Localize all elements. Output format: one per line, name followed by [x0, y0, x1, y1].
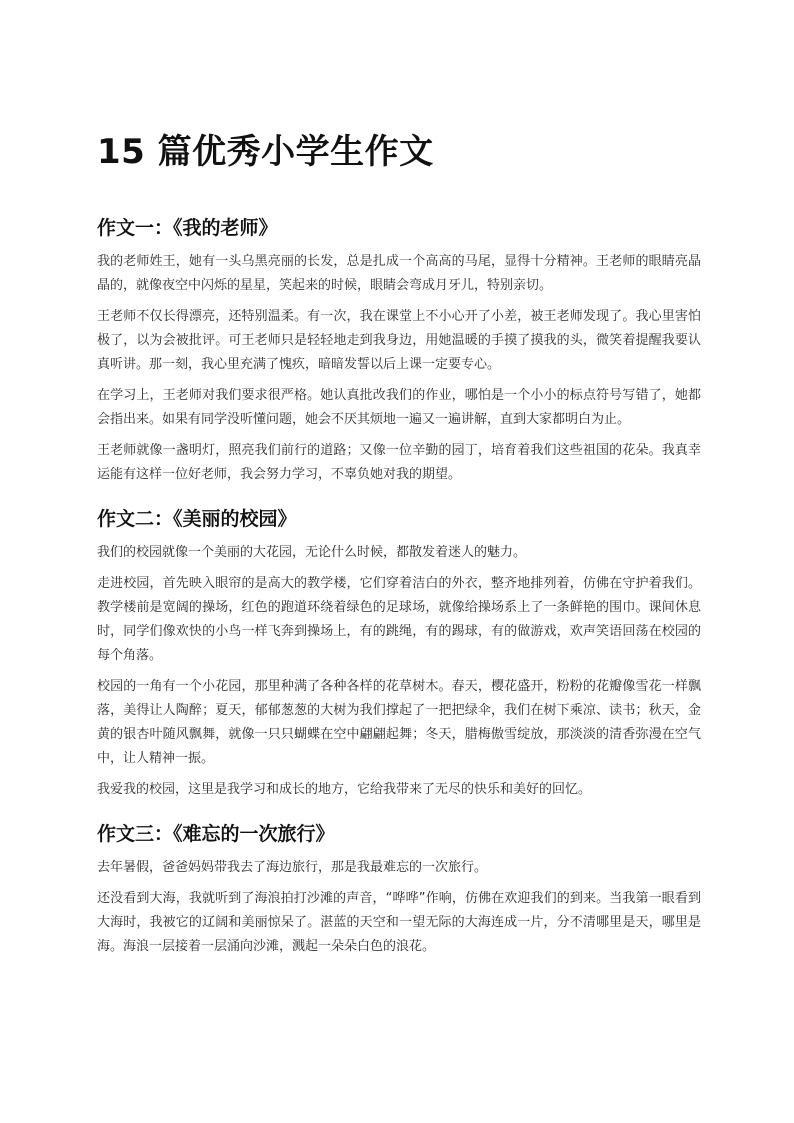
essay-paragraph: 还没看到大海，我就听到了海浪拍打沙滩的声音，“哗哗”作响，仿佛在欢迎我们的到来。当我第一眼看到大海时，我被它的辽阔和美丽惊呆了。湛蓝的天空和一望无际的大海连成一片，分不清哪里是天，哪里是海。海浪一层接着一层涌向沙滩，溅起一朵朵白色的浪花。 [97, 891, 701, 954]
essay-paragraph: 王老师就像一盏明灯，照亮我们前行的道路；又像一位辛勤的园丁，培育着我们这些祖国的花朵。我真幸运能有这样一位好老师，我会努力学习，不辜负她对我的期望。 [97, 443, 701, 482]
essay-title: 作文三：《难忘的一次旅行》 [97, 823, 335, 845]
essay-title: 作文一：《我的老师》 [97, 217, 278, 239]
essay-body [97, 541, 701, 802]
essay-paragraph: 去年暑假，爸爸妈妈带我去了海边旅行，那是我最难忘的一次旅行。 [97, 860, 488, 875]
essay-section [97, 213, 701, 487]
essay-paragraph: 我们的校园就像一个美丽的大花园，无论什么时候，都散发着迷人的魅力。 [97, 545, 527, 560]
essay-body [97, 856, 701, 959]
essay-section [97, 504, 701, 802]
essay-section [97, 819, 701, 959]
essay-paragraph: 我的老师姓王，她有一头乌黑亮丽的长发，总是扎成一个高高的马尾，显得十分精神。王老师的眼睛亮晶晶的，就像夜空中闪烁的星星，笑起来的时候，眼睛会弯成月牙儿，特别亲切。 [97, 254, 701, 293]
essay-paragraph: 走进校园，首先映入眼帘的是高大的教学楼，它们穿着洁白的外衣，整齐地排列着，仿佛在守护着我们。教学楼前是宽阔的操场，红色的跑道环绕着绿色的足球场，就像给操场系上了一条鲜艳的围巾。课间休息时，同学们像欢快的小鸟一样飞奔到操场上，有的跳绳，有的踢球，有的做游戏，欢声笑语回荡在校园的每个角落。 [97, 576, 701, 663]
essay-paragraph: 王老师不仅长得漂亮，还特别温柔。有一次，我在课堂上不小心开了小差，被王老师发现了。我心里害怕极了，以为会被批评。可王老师只是轻轻地走到我身边，用她温暖的手摸了摸我的头，微笑着提醒我要认真听讲。那一刻，我心里充满了愧疚，暗暗发誓以后上课一定要专心。 [97, 309, 701, 372]
document-title: 15 篇优秀小学生作文 [97, 132, 434, 172]
essay-paragraph: 校园的一角有一个小花园，那里种满了各种各样的花草树木。春天，樱花盛开，粉粉的花瓣像雪花一样飘落，美得让人陶醉；夏天，郁郁葱葱的大树为我们撑起了一把把绿伞，我们在树下乘凉、读书；秋天，金黄的银杏叶随风飘舞，就像一只只蝴蝶在空中翩翩起舞；冬天，腊梅傲雪绽放，那淡淡的清香弥漫在空气中，让人精神一振。 [97, 679, 701, 766]
essay-body [97, 250, 701, 487]
essay-paragraph: 在学习上，王老师对我们要求很严格。她认真批改我们的作业，哪怕是一个小小的标点符号写错了，她都会指出来。如果有同学没听懂问题，她会不厌其烦地一遍又一遍讲解，直到大家都明白为止。 [97, 388, 701, 427]
essay-paragraph: 我爱我的校园，这里是我学习和成长的地方，它给我带来了无尽的快乐和美好的回忆。 [97, 782, 592, 797]
document-page [97, 128, 701, 966]
essay-title: 作文二：《美丽的校园》 [97, 508, 297, 530]
